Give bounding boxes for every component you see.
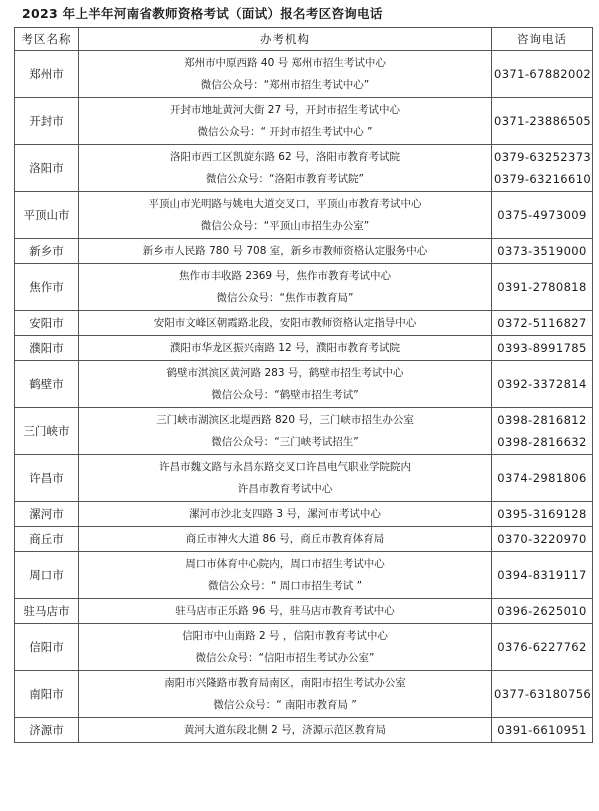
office-line: 商丘市神火大道 86 号，商丘市教育体育局 bbox=[185, 533, 385, 545]
table-header-row bbox=[15, 28, 593, 51]
table-row bbox=[15, 98, 593, 145]
office-cell bbox=[79, 264, 492, 311]
office-cell bbox=[79, 361, 492, 408]
office-line: 微信公众号：“郑州市招生考试中心” bbox=[200, 79, 370, 91]
table-row bbox=[15, 408, 593, 455]
phone-cell bbox=[492, 455, 593, 502]
city-cell: 平顶山市 bbox=[15, 192, 79, 239]
city-cell: 三门峡市 bbox=[15, 408, 79, 455]
table-row bbox=[15, 192, 593, 239]
city-cell: 驻马店市 bbox=[15, 599, 79, 624]
table-row bbox=[15, 145, 593, 192]
office-cell bbox=[79, 671, 492, 718]
office-cell bbox=[79, 502, 492, 527]
office-cell bbox=[79, 455, 492, 502]
city-cell: 洛阳市 bbox=[15, 145, 79, 192]
phone-number: 0376-6227762 bbox=[497, 640, 587, 654]
table-row bbox=[15, 527, 593, 552]
office-cell bbox=[79, 408, 492, 455]
phone-cell bbox=[492, 311, 593, 336]
office-cell bbox=[79, 336, 492, 361]
office-line: 新乡市人民路 780 号 708 室，新乡市教师资格认定服务中心 bbox=[142, 245, 428, 257]
phone-cell bbox=[492, 527, 593, 552]
office-line: 驻马店市正乐路 96 号，驻马店市教育考试中心 bbox=[175, 605, 395, 617]
office-line: 焦作市丰收路 2369 号，焦作市教育考试中心 bbox=[179, 270, 391, 282]
table-row bbox=[15, 239, 593, 264]
office-cell bbox=[79, 552, 492, 599]
phone-number: 0372-5116827 bbox=[497, 316, 587, 330]
table-row bbox=[15, 336, 593, 361]
phone-cell bbox=[492, 552, 593, 599]
header-office: 办考机构 bbox=[79, 28, 492, 51]
table-row bbox=[15, 51, 593, 98]
office-line: 洛阳市西工区凯旋东路 62 号，洛阳市教育考试院 bbox=[169, 151, 401, 163]
office-line: 许昌市魏文路与永昌东路交叉口许昌电气职业学院院内 bbox=[159, 461, 411, 473]
phone-number: 0370-3220970 bbox=[497, 532, 587, 546]
city-cell: 焦作市 bbox=[15, 264, 79, 311]
office-line: 微信公众号：“ 周口市招生考试 ” bbox=[207, 580, 363, 592]
city-cell: 开封市 bbox=[15, 98, 79, 145]
phone-number: 0373-3519000 bbox=[497, 244, 587, 258]
office-cell bbox=[79, 624, 492, 671]
office-line: 鹤壁市淇滨区黄河路 283 号，鹤壁市招生考试中心 bbox=[166, 367, 404, 379]
phone-cell bbox=[492, 192, 593, 239]
office-line: 濮阳市华龙区振兴南路 12 号，濮阳市教育考试院 bbox=[169, 342, 401, 354]
phone-number: 0398-2816812 bbox=[497, 413, 587, 427]
office-line: 微信公众号：“鹤壁市招生考试” bbox=[211, 389, 359, 401]
phone-number: 0371-67882002 bbox=[494, 67, 592, 81]
office-cell bbox=[79, 192, 492, 239]
city-cell: 濮阳市 bbox=[15, 336, 79, 361]
table-body bbox=[15, 51, 593, 743]
phone-number: 0371-23886505 bbox=[494, 114, 592, 128]
city-cell: 周口市 bbox=[15, 552, 79, 599]
office-line: 信阳市中山南路 2 号 ，信阳市教育考试中心 bbox=[182, 630, 388, 642]
table-row bbox=[15, 718, 593, 743]
office-line: 微信公众号：“信阳市招生考试办公室” bbox=[195, 652, 375, 664]
office-line: 开封市地址黄河大街 27 号，开封市招生考试中心 bbox=[169, 104, 401, 116]
phone-number: 0398-2816632 bbox=[497, 435, 587, 449]
phone-number: 0396-2625010 bbox=[497, 604, 587, 618]
table-row bbox=[15, 671, 593, 718]
phone-cell bbox=[492, 718, 593, 743]
table-row bbox=[15, 624, 593, 671]
office-line: 微信公众号：“三门峡考试招生” bbox=[211, 436, 359, 448]
table-row bbox=[15, 311, 593, 336]
city-cell: 信阳市 bbox=[15, 624, 79, 671]
phone-cell bbox=[492, 239, 593, 264]
phone-cell bbox=[492, 671, 593, 718]
city-cell: 许昌市 bbox=[15, 455, 79, 502]
phone-cell bbox=[492, 599, 593, 624]
office-cell bbox=[79, 98, 492, 145]
office-line: 郑州市中原西路 40 号 郑州市招生考试中心 bbox=[184, 57, 386, 69]
office-line: 南阳市兴隆路市教育局南区，南阳市招生考试办公室 bbox=[164, 677, 406, 689]
office-line: 微信公众号：“平顶山市招生办公室” bbox=[200, 220, 370, 232]
phone-number: 0392-3372814 bbox=[497, 377, 587, 391]
office-cell bbox=[79, 51, 492, 98]
office-line: 微信公众号：“ 南阳市教育局 ” bbox=[213, 699, 357, 711]
header-phone: 咨询电话 bbox=[492, 28, 593, 51]
city-cell: 新乡市 bbox=[15, 239, 79, 264]
office-line: 黄河大道东段北侧 2 号，济源示范区教育局 bbox=[183, 724, 387, 736]
phone-cell bbox=[492, 98, 593, 145]
city-cell: 济源市 bbox=[15, 718, 79, 743]
header-city: 考区名称 bbox=[15, 28, 79, 51]
table-row bbox=[15, 361, 593, 408]
office-cell bbox=[79, 599, 492, 624]
phone-cell bbox=[492, 502, 593, 527]
office-line: 微信公众号：“焦作市教育局” bbox=[216, 292, 354, 304]
phone-number: 0391-6610951 bbox=[497, 723, 587, 737]
phone-number: 0393-8991785 bbox=[497, 341, 587, 355]
city-cell: 郑州市 bbox=[15, 51, 79, 98]
city-cell: 安阳市 bbox=[15, 311, 79, 336]
phone-cell bbox=[492, 408, 593, 455]
office-line: 许昌市教育考试中心 bbox=[237, 483, 333, 495]
table-row bbox=[15, 552, 593, 599]
phone-number: 0374-2981806 bbox=[497, 471, 587, 485]
office-cell bbox=[79, 311, 492, 336]
office-cell bbox=[79, 239, 492, 264]
page-title: 2023 年上半年河南省教师资格考试（面试）报名考区咨询电话 bbox=[22, 6, 383, 21]
office-line: 周口市体育中心院内，周口市招生考试中心 bbox=[185, 558, 385, 570]
phone-cell bbox=[492, 624, 593, 671]
office-line: 漯河市沙北支四路 3 号，漯河市考试中心 bbox=[189, 508, 381, 520]
phone-number: 0395-3169128 bbox=[497, 507, 587, 521]
office-cell bbox=[79, 718, 492, 743]
office-line: 微信公众号：“ 开封市招生考试中心 ” bbox=[197, 126, 373, 138]
city-cell: 商丘市 bbox=[15, 527, 79, 552]
phone-number: 0377-63180756 bbox=[494, 687, 592, 701]
city-cell: 南阳市 bbox=[15, 671, 79, 718]
phone-cell bbox=[492, 51, 593, 98]
table-row bbox=[15, 455, 593, 502]
phone-cell bbox=[492, 336, 593, 361]
office-line: 三门峡市湖滨区北堤西路 820 号，三门峡市招生办公室 bbox=[156, 414, 414, 426]
office-cell bbox=[79, 145, 492, 192]
phone-number: 0379-63252373 bbox=[494, 150, 592, 164]
office-cell bbox=[79, 527, 492, 552]
phone-number: 0391-2780818 bbox=[497, 280, 587, 294]
table-row bbox=[15, 502, 593, 527]
city-cell: 鹤壁市 bbox=[15, 361, 79, 408]
city-cell: 漯河市 bbox=[15, 502, 79, 527]
table-row bbox=[15, 264, 593, 311]
phone-number: 0394-8319117 bbox=[497, 568, 587, 582]
phone-number: 0379-63216610 bbox=[494, 172, 592, 186]
contact-table bbox=[14, 27, 593, 743]
phone-number: 0375-4973009 bbox=[497, 208, 587, 222]
phone-cell bbox=[492, 361, 593, 408]
office-line: 安阳市文峰区朝霞路北段，安阳市教师资格认定指导中心 bbox=[153, 317, 417, 329]
phone-cell bbox=[492, 145, 593, 192]
office-line: 微信公众号：“洛阳市教育考试院” bbox=[206, 173, 364, 185]
phone-cell bbox=[492, 264, 593, 311]
table-row bbox=[15, 599, 593, 624]
office-line: 平顶山市光明路与姚电大道交叉口，平顶山市教育考试中心 bbox=[148, 198, 422, 210]
